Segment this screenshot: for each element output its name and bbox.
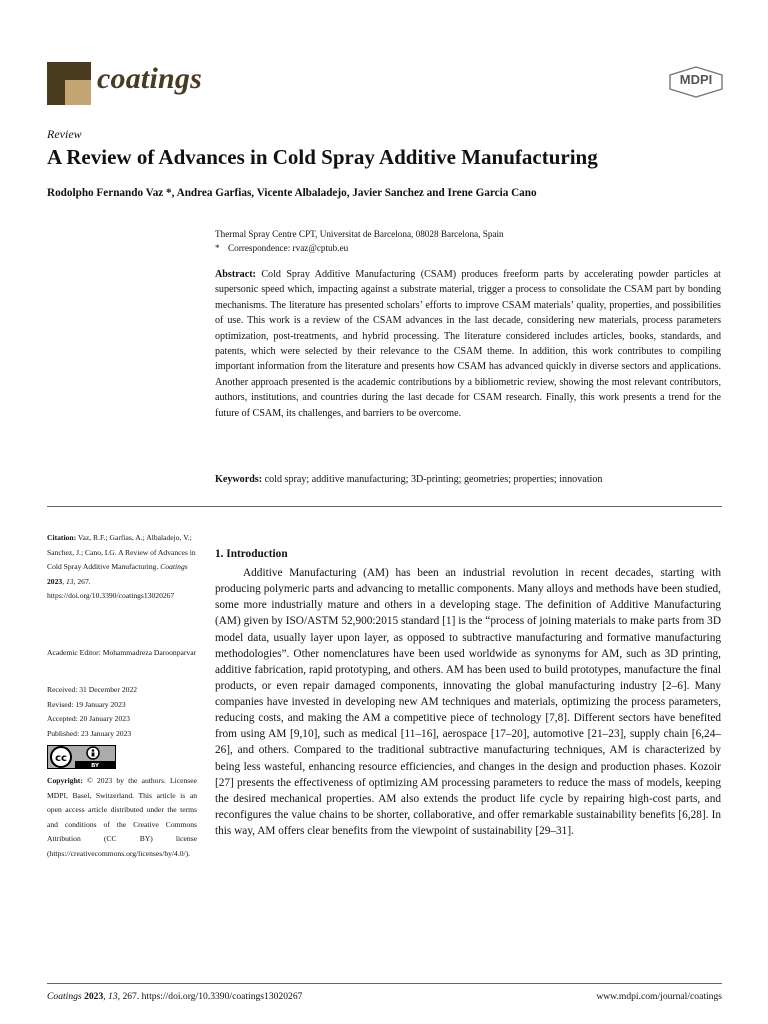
paragraph: Additive Manufacturing (AM) has been an industrial revolution in recent decades, starting with producing polymeric parts and advancing to metallic components. Many alloys and methods have been studied, some more industrially mature and others in a developing stage. The definition of Additive Manufacturing (AM) given by ISO/ASTM 52,900:2015 standard [1] is the “process of joining materials to make parts from 3D model data, usually layer upon layer, as opposed to subtractive manufacturing and formative manufacturing methodologies”. Other nomenclatures have been used worldwide as synonyms for AM, such as 3D printing, additive fabrication, rapid prototyping, and others. AM has been used to build prototypes, manufacture the final products, or even repair damaged components, innovating the global manufacturing industry [2–6]. Many companies have invested in developing new AM techniques and materials, optimizing the process parameters, reducing costs, and making the AM a competitive piece of technology [7,8]. Different sectors have benefited from using AM [9,10], such as medical [11–16], aerospace [17–20], automotive [21–23], supply chain [6,24–26], and others. Compared to the traditional subtractive manufacturing techniques, AM is characterized by being less wasteful, enhancing resource efficiencies, and changes in the design and production phases. Kozoir [27] presents the effectiveness of optimizing AM processing parameters to reduce the mass of models, keeping the desired mechanical properties. AM also extends the product life cycle by repairing high-cost parts, and reconfigures the value chains to be shorter, collaborative, and offer remarkable sustainability benefits [6,28]. In this way, AM offers clear benefits from the viewpoint of sustainability [29–31].: [215, 567, 721, 837]
journal-name: coatings: [97, 62, 202, 95]
published-date: Published: 23 January 2023: [47, 728, 132, 738]
footer-divider: [47, 983, 722, 984]
copyright-label: Copyright:: [47, 776, 83, 785]
copyright-block: [47, 774, 197, 861]
revised-date: Revised: 19 January 2023: [47, 699, 126, 709]
header-divider: [47, 506, 722, 507]
footer-journal: Coatings: [47, 991, 82, 1002]
citation-block: Citation: Vaz, R.F.; Garfias, A.; Albaladejo, V.; Sanchez, J.; Cano, I.G. A Review of Advances in Cold Spray Additive Manufacturing. Coatings 2023, 13, 267. https://doi.org/10.3390/coatings13020267: [47, 533, 196, 600]
cc-by-text: BY: [91, 763, 99, 769]
correspondence-email[interactable]: Correspondence: rvaz@cptub.eu: [228, 243, 349, 253]
mdpi-logo-text: MDPI: [679, 72, 713, 87]
citation-label: Citation:: [47, 533, 77, 542]
article-type: Review: [47, 127, 82, 141]
received-date: Received: 31 December 2022: [47, 685, 138, 694]
keywords-label: Keywords:: [215, 474, 263, 485]
correspondence: [215, 241, 504, 255]
citation-text: Vaz, R.F.; Garfias, A.; Albaladejo, V.; Sanchez, J.; Cano, I.G. A Review of Advances in Cold Spray Additive Manufacturing.: [47, 533, 196, 571]
footer-year: 2023: [84, 991, 104, 1002]
abstract-label: Abstract:: [215, 269, 256, 280]
mdpi-logo-icon: [668, 66, 724, 98]
introduction-text: [215, 565, 721, 839]
editor-label: Academic Editor:: [47, 648, 101, 657]
editor-name: Mohammadreza Daroonparvar: [102, 648, 197, 657]
accepted-date: Accepted: 20 January 2023: [47, 714, 130, 723]
footer-citation: Coatings 2023, 13, 267. https://doi.org/10.3390/coatings13020267: [47, 991, 303, 1002]
editor-block: [47, 646, 197, 661]
keywords: [215, 472, 721, 487]
footer-doi[interactable]: , 267. https://doi.org/10.3390/coatings13020267: [117, 991, 303, 1002]
citation-volume: 13: [65, 576, 74, 586]
footer-volume: 13: [108, 991, 118, 1002]
article-title: A Review of Advances in Cold Spray Additive Manufacturing: [47, 145, 598, 169]
affiliation-block: [215, 227, 504, 255]
citation-year: 2023: [47, 576, 63, 586]
citation-doi[interactable]: , 267. https://doi.org/10.3390/coatings13020267: [47, 576, 175, 600]
section-heading: 1. Introduction: [215, 548, 288, 560]
keywords-text: cold spray; additive manufacturing; 3D-printing; geometries; properties; innovation: [264, 474, 603, 485]
coatings-logo-icon: [47, 62, 91, 105]
abstract: [215, 267, 721, 421]
correspondence-mark: *: [215, 243, 220, 253]
citation-journal: Coatings: [160, 562, 188, 571]
affiliation: Thermal Spray Centre CPT, Universitat de Barcelona, 08028 Barcelona, Spain: [215, 229, 504, 239]
abstract-text: Cold Spray Additive Manufacturing (CSAM) produces freeform parts by accelerating powder particles at supersonic speed which, impacting against a substrate material, trigger a process to consolidate the CSAM part by bonding mechanisms. The literature has presented scholars’ efforts to improve CSAM materials’ quality, properties, and possibilities of use. This work is a review of the CSAM advances in the last decade, considering new materials, process parameters optimization, post-treatments, and hybrid processing. The literature considered includes articles, books, standards, and patents, which were selected by their relevance to the CSAM theme. In addition, this work contributes to compiling important information from the literature and presents how CSAM has advanced quickly in diverse sectors and applications. Another approach presented is the academic contributions by a bibliometric review, showing the most relevant contributors, authors, institutions, and countries during the last decade for CSAM research. Finally, this work presents a trend for the future of CSAM, its challenges, and barriers to be overcome.: [215, 269, 721, 419]
cc-by-license-icon[interactable]: [47, 745, 116, 769]
footer-url[interactable]: www.mdpi.com/journal/coatings: [596, 991, 722, 1002]
author-list: Rodolpho Fernando Vaz *, Andrea Garfias, Vicente Albaladejo, Javier Sanchez and Irene Garcia Cano: [47, 187, 537, 199]
copyright-text: © 2023 by the authors. Licensee MDPI, Basel, Switzerland. This article is an open access article distributed under the terms and conditions of the Creative Commons Attribution (CC BY) license (https://creativecommons.org/licenses/by/4.0/).: [47, 776, 197, 858]
dates-block: [47, 683, 197, 741]
cc-badge-text: cc: [55, 753, 67, 764]
